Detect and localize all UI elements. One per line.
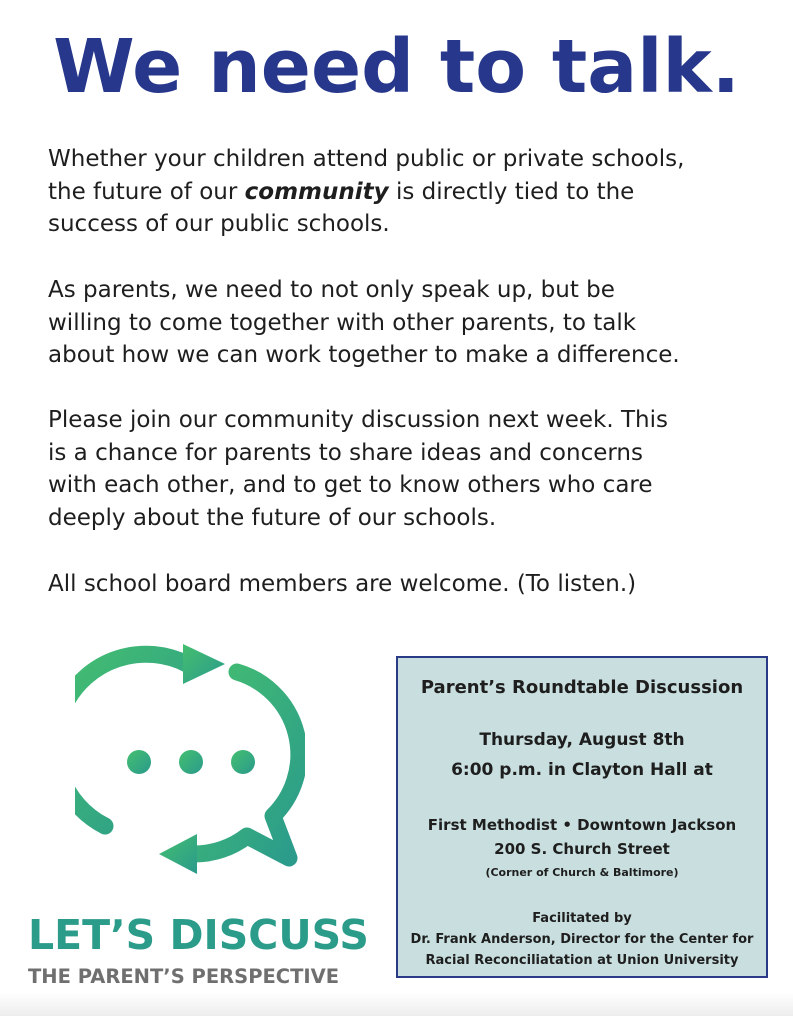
text-segment: the future of our: [48, 178, 245, 205]
facilitator-line: Racial Reconciliatation at Union University: [425, 953, 739, 968]
parents-paragraph: [48, 274, 768, 372]
facilitator-line: Dr. Frank Anderson, Director for the Center for: [410, 932, 754, 947]
text-line: about how we can work together to make a difference.: [48, 342, 680, 368]
event-location: [398, 813, 766, 861]
text-line: As parents, we need to not only speak up, but be: [48, 277, 615, 303]
text-line: willing to come together with other parents, to talk: [48, 309, 637, 336]
text-segment: is directly tied to the: [388, 178, 635, 205]
event-facilitator: [398, 908, 766, 971]
upper-arc: [75, 654, 187, 826]
event-when: [398, 725, 766, 785]
upper-arrowhead: [183, 644, 225, 684]
text-line: [48, 176, 768, 209]
text-line: Whether your children attend public or private schools,: [48, 146, 685, 172]
event-address: 200 S. Church Street: [494, 840, 670, 858]
intro-paragraph: [48, 143, 768, 241]
logo-title: LET’S DISCUSS: [28, 911, 369, 959]
text-line: is a chance for parents to share ideas and concerns: [48, 439, 643, 466]
dot-right: [231, 750, 255, 774]
board-members-paragraph: [48, 568, 768, 601]
invitation-paragraph: [48, 404, 768, 534]
text-line: deeply about the future of our schools.: [48, 504, 497, 531]
text-line: Please join our community discussion next week. This: [48, 407, 668, 433]
text-line: All school board members are welcome. (To listen.): [48, 571, 637, 597]
page-bottom-edge: [0, 992, 793, 1016]
event-date: Thursday, August 8th: [479, 730, 685, 750]
event-title: Parent’s Roundtable Discussion: [420, 677, 744, 698]
event-time-place: 6:00 p.m. in Clayton Hall at: [451, 760, 713, 780]
dot-middle: [179, 750, 203, 774]
logo-subtitle: THE PARENT’S PERSPECTIVE: [28, 965, 340, 988]
community-emphasis: community: [244, 178, 389, 205]
facilitated-label: Facilitated by: [532, 911, 632, 926]
dot-left: [127, 750, 151, 774]
event-address-note: (Corner of Church & Baltimore): [485, 866, 679, 879]
event-details-box: [396, 656, 768, 978]
chat-refresh-icon: [75, 636, 305, 886]
text-line: with each other, and to get to know others who care: [48, 472, 653, 498]
headline: We need to talk.: [53, 24, 740, 110]
event-venue: First Methodist • Downtown Jackson: [427, 816, 737, 834]
text-line: success of our public schools.: [48, 211, 390, 237]
lower-arrowhead: [159, 834, 197, 874]
